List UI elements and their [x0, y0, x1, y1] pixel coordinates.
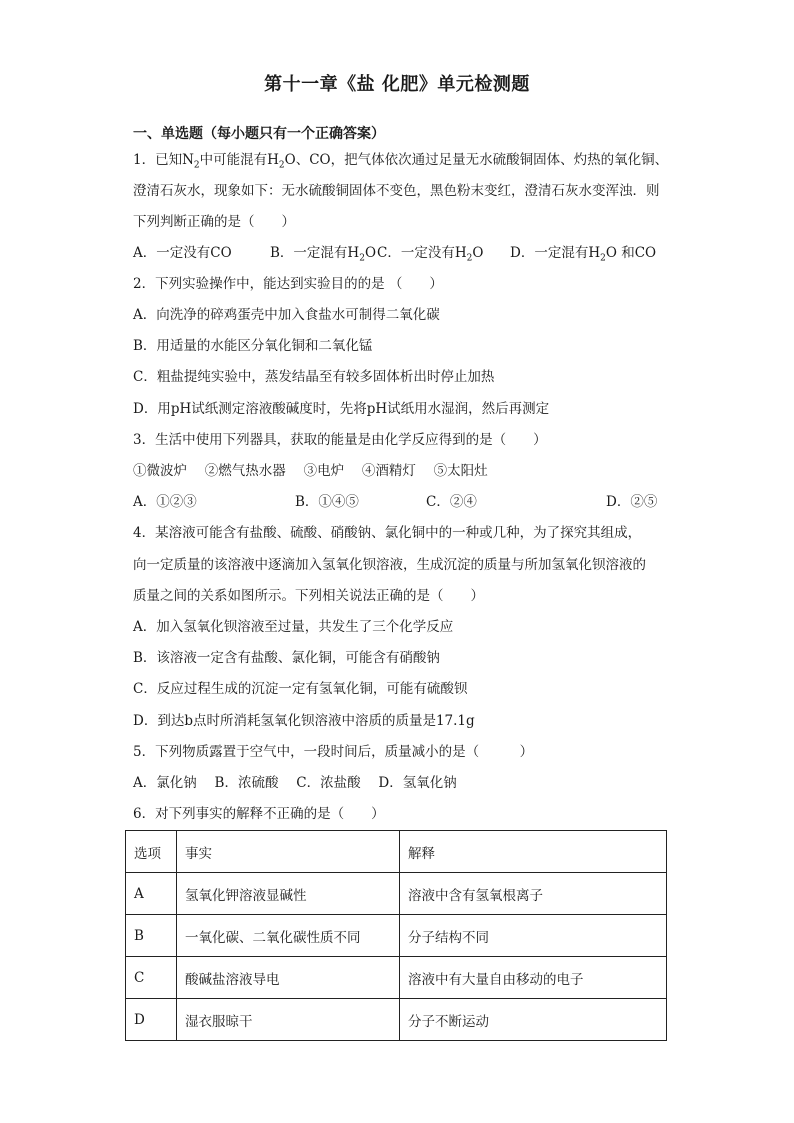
- q4-line-2: 向一定质量的该溶液中逐滴加入氢氧化钡溶液，生成沉淀的质量与所加氢氧化钡溶液的: [133, 557, 646, 573]
- table-row: [126, 957, 667, 999]
- q3-option-a: A．①②③: [133, 494, 197, 510]
- q4-line-3: 质量之间的关系如图所示。下列相关说法正确的是（ ）: [133, 588, 484, 604]
- table-row: [126, 873, 667, 915]
- q4-option-c: C．反应过程生成的沉淀一定有氢氧化铜，可能有硫酸钡: [133, 681, 468, 697]
- q1-option-a: A．一定没有CO: [133, 245, 232, 261]
- q3-option-b: B．①④⑤: [295, 494, 359, 510]
- q5-stem: 5．下列物质露置于空气中，一段时间后，质量减小的是（ ）: [133, 744, 534, 760]
- q1-line-1: 1．已知$N_2$中可能混有$H_2O$、CO，把气体依次通过足量无水硫酸铜固体、灼热的氧化铜、: [133, 152, 669, 171]
- q3-option-c: C．②④: [426, 494, 477, 510]
- q2-option-a: A．向洗净的碎鸡蛋壳中加入食盐水可制得二氧化碳: [133, 307, 440, 323]
- q6-table: [125, 830, 667, 1041]
- q4-line-1: 4．某溶液可能含有盐酸、硫酸、硝酸钠、氯化铜中的一种或几种，为了探究其组成，: [133, 525, 642, 541]
- table-cell: 分子不断运动: [400, 999, 667, 1041]
- q1-option-c: C．一定没有$H_2O$: [377, 245, 484, 264]
- table-header-cell: 事实: [177, 831, 400, 873]
- q1-option-b: B．一定混有$H_2O$: [270, 245, 377, 264]
- table-cell: 溶液中含有氢氧根离子: [400, 873, 667, 915]
- table-header-row: [126, 831, 667, 873]
- table-row: [126, 999, 667, 1041]
- q2-option-d: D．用pH试纸测定溶液酸碱度时，先将pH试纸用水湿润，然后再测定: [133, 401, 550, 417]
- q4-option-b: B．该溶液一定含有盐酸、氯化铜，可能含有硝酸钠: [133, 650, 440, 666]
- table-cell: 分子结构不同: [400, 915, 667, 957]
- q1-line-2: 澄清石灰水，现象如下：无水硫酸铜固体不变色，黑色粉末变红，澄清石灰水变浑浊．则: [133, 183, 660, 199]
- table-row: [126, 915, 667, 957]
- q2-option-b: B．用适量的水能区分氧化铜和二氧化锰: [133, 338, 373, 354]
- q1-option-d: D．一定混有$H_2O$ 和CO: [510, 245, 657, 264]
- q3-items: ①微波炉 ②燃气热水器 ③电炉 ④酒精灯 ⑤太阳灶: [133, 463, 488, 479]
- q3-stem: 3．生活中使用下列器具，获取的能量是由化学反应得到的是（ ）: [133, 432, 547, 448]
- table-header-cell: 选项: [126, 831, 177, 873]
- table-header-cell: 解释: [400, 831, 667, 873]
- table-cell: A: [126, 873, 177, 915]
- q2-stem: 2．下列实验操作中，能达到实验目的的是 （ ）: [133, 276, 443, 292]
- table-cell: 酸碱盐溶液导电: [177, 957, 400, 999]
- table-cell: 氢氧化钾溶液显碱性: [177, 873, 400, 915]
- q4-option-d: D．到达b点时所消耗氢氧化钡溶液中溶质的质量是17.1g: [133, 713, 475, 729]
- page-title: 第十一章《盐 化肥》单元检测题: [264, 74, 530, 95]
- q2-option-c: C．粗盐提纯实验中，蒸发结晶至有较多固体析出时停止加热: [133, 369, 495, 385]
- table-cell: B: [126, 915, 177, 957]
- table-cell: 一氧化碳、二氧化碳性质不同: [177, 915, 400, 957]
- table-cell: D: [126, 999, 177, 1041]
- q3-option-d: D．②⑤: [606, 494, 658, 510]
- q6-stem: 6．对下列事实的解释不正确的是（ ）: [133, 806, 385, 822]
- table-cell: 湿衣服晾干: [177, 999, 400, 1041]
- q4-option-a: A．加入氢氧化钡溶液至过量，共发生了三个化学反应: [133, 619, 454, 635]
- section-heading: 一、单选题（每小题只有一个正确答案）: [133, 126, 385, 142]
- table-cell: C: [126, 957, 177, 999]
- q5-options: A．氯化钠 B．浓硫酸 C．浓盐酸 D．氢氧化钠: [133, 775, 457, 791]
- table-cell: 溶液中有大量自由移动的电子: [400, 957, 667, 999]
- q1-line-3: 下列判断正确的是（ ）: [133, 214, 295, 230]
